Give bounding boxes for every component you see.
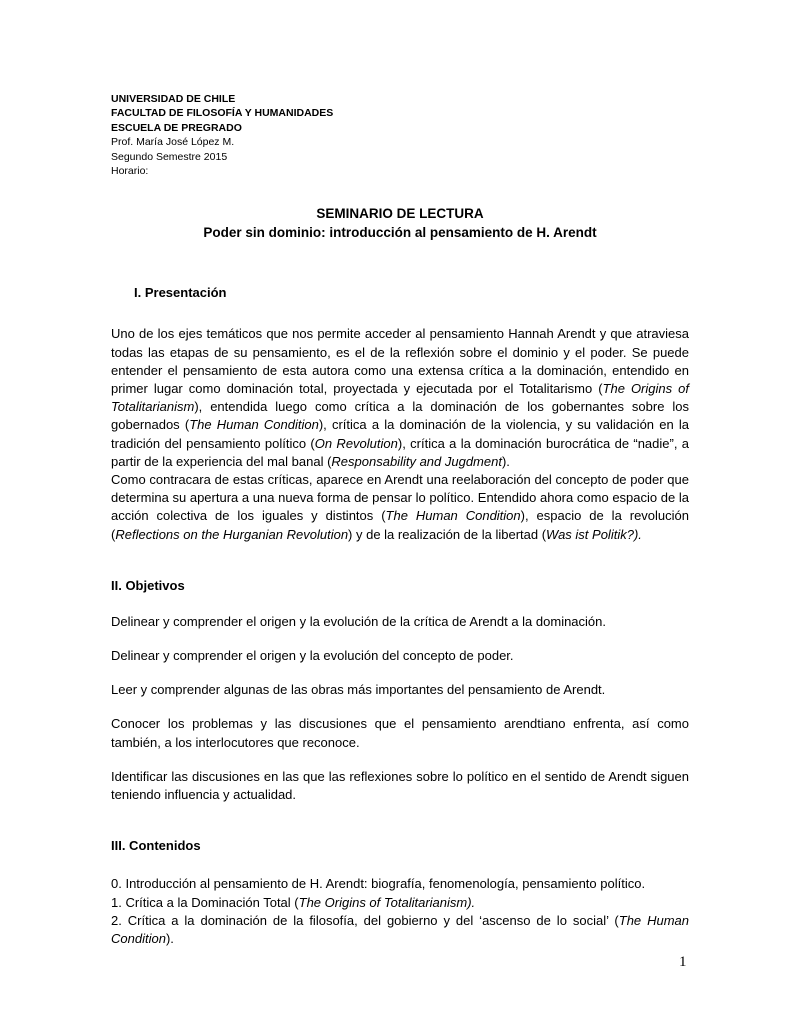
- text-run: 1. Crítica a la Dominación Total (: [111, 894, 299, 910]
- objective-item: Leer y comprender algunas de las obras más importantes del pensamiento de Arendt.: [111, 682, 606, 698]
- text-run: 2. Crítica a la dominación de la filosofía, del gobierno y del ‘ascenso de lo social’ (: [111, 912, 619, 928]
- document-title: SEMINARIO DE LECTURA: [316, 206, 484, 222]
- book-title: The Origins of Totalitarianism: [111, 381, 689, 415]
- page-number: 1: [679, 954, 687, 970]
- professor-name: Prof. María José López M.: [111, 136, 235, 149]
- text-run: ), crítica a la dominación de la violencia, y su validación en la tradición del pensamiento político (: [111, 417, 689, 451]
- book-title: Responsability and Jugdment: [331, 453, 502, 469]
- objective-item: Delinear y comprender el origen y la evolución del concepto de poder.: [111, 648, 514, 664]
- objective-item: Delinear y comprender el origen y la evolución de la crítica de Arendt a la dominación.: [111, 613, 606, 629]
- text-run: ), crítica a la dominación burocrática de “nadie”, a partir de la experiencia del mal banal (: [111, 435, 690, 469]
- book-title: The Origins of Totalitarianism).: [298, 894, 476, 910]
- section-heading-objetivos: II. Objetivos: [111, 577, 185, 593]
- school-name: ESCUELA DE PREGRADO: [111, 121, 242, 134]
- objective-item: Conocer los problemas y las discusiones que el pensamiento arendtiano enfrenta, así como también, a los interlocutores que reconoce.: [111, 716, 689, 750]
- book-title: Reflections on the Hurganian Revolution: [115, 526, 349, 542]
- text-run: Uno de los ejes temáticos que nos permite acceder al pensamiento Hannah Arendt y que atraviesa todas las etapas de su pensamiento, es el de la reflexión sobre el dominio y el poder. Se puede entender el pensamiento de esta autora como una extensa crítica a la dominación, entendido en primer lugar como dominación total, proyectada y ejecutada por el Totalitarismo (: [111, 326, 689, 397]
- book-title: The Human Condition: [189, 417, 319, 433]
- text-run: ) y de la realización de la libertad (: [348, 526, 547, 542]
- faculty-name: FACULTAD DE FILOSOFÍA Y HUMANIDADES: [111, 107, 334, 120]
- presentation-paragraph-2: [111, 471, 689, 544]
- document-header: [111, 92, 689, 178]
- university-name: UNIVERSIDAD DE CHILE: [111, 93, 236, 105]
- content-item-0: 0. Introducción al pensamiento de H. Arendt: biografía, fenomenología, pensamiento político.: [111, 876, 646, 892]
- section-heading-presentacion: I. Presentación: [134, 285, 227, 301]
- book-title: Was ist Politik?).: [546, 526, 642, 542]
- book-title: The Human Condition: [111, 912, 690, 946]
- book-title: On Revolution: [314, 435, 398, 451]
- text-run: ).: [501, 453, 510, 469]
- section-heading-contenidos: III. Contenidos: [111, 838, 201, 854]
- text-run: Como contracara de estas críticas, aparece en Arendt una reelaboración del concepto de poder que determina su apertura a una nueva forma de pensar lo político. Entendido ahora como espacio de la acción colectiva de los iguales y distintos (: [111, 472, 689, 524]
- content-item-1: [111, 894, 689, 912]
- semester-label: Segundo Semestre 2015: [111, 150, 228, 163]
- document-subtitle: Poder sin dominio: introducción al pensamiento de H. Arendt: [203, 225, 597, 241]
- book-title: The Human Condition: [385, 508, 521, 524]
- text-run: ), espacio de la revolución (: [111, 508, 689, 542]
- document-page: [111, 92, 689, 948]
- content-item-2: [111, 912, 689, 948]
- schedule-label: Horario:: [111, 165, 149, 178]
- text-run: ), entendida luego como crítica a la dominación de los gobernantes sobre los gobernados (: [111, 399, 689, 433]
- document-title-block: [111, 204, 689, 242]
- text-run: ).: [165, 930, 174, 946]
- objective-item: Identificar las discusiones en las que las reflexiones sobre lo político en el sentido de Arendt siguen teniendo influencia y actualidad.: [111, 768, 689, 803]
- presentation-paragraph-1: [111, 325, 689, 471]
